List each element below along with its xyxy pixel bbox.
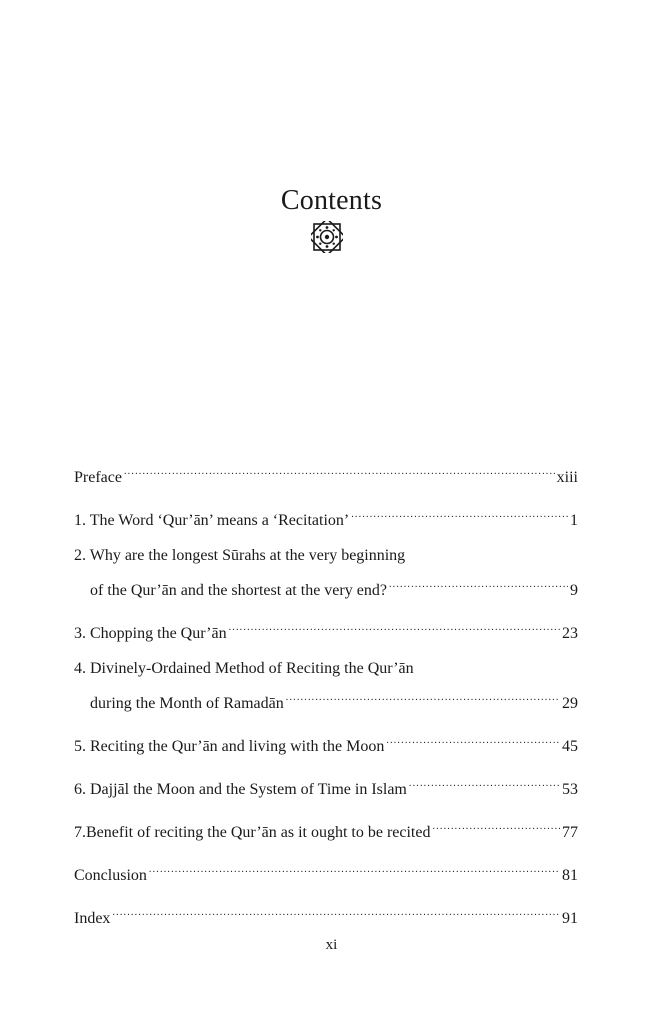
toc-line	[74, 813, 578, 845]
page-number: xi	[325, 937, 338, 953]
toc-entry-title: 2. Why are the longest Sūrahs at the very beginning	[74, 547, 406, 564]
toc-entry-page: 29	[562, 695, 578, 712]
toc-entry	[74, 770, 578, 802]
toc-line	[74, 614, 578, 646]
toc-entry-page: 45	[562, 738, 578, 755]
toc-line	[74, 501, 578, 533]
toc-entry-page: 1	[570, 512, 578, 529]
toc-entry-title: 5. Reciting the Qur’ān and living with the Moon	[74, 738, 385, 755]
toc-entry-title: of the Qur’ān and the shortest at the very end?	[90, 582, 387, 599]
dot-leader	[432, 813, 560, 837]
dot-leader	[124, 458, 555, 482]
toc-entry	[74, 727, 578, 759]
toc-entry-page: 77	[562, 824, 578, 841]
dot-leader	[112, 899, 560, 923]
toc-entry	[74, 856, 578, 888]
dot-leader	[229, 614, 560, 638]
toc-entry	[74, 458, 578, 490]
page-title: Contents	[280, 185, 383, 216]
toc-entry-page: 81	[562, 867, 578, 884]
toc-line	[74, 727, 578, 759]
toc-entry	[74, 614, 578, 646]
table-of-contents	[74, 458, 578, 942]
toc-entry-title: 6. Dajjāl the Moon and the System of Time in Islam	[74, 781, 407, 798]
toc-entry-title: 4. Divinely-Ordained Method of Reciting the Qur’ān	[74, 660, 414, 677]
toc-line	[74, 571, 578, 603]
toc-entry-title: 1. The Word ‘Qur’ān’ means a ‘Recitation’	[74, 512, 350, 529]
toc-entry-title: Preface	[74, 469, 122, 486]
toc-line	[74, 458, 578, 490]
toc-entry-title: Index	[74, 910, 111, 927]
toc-line	[74, 657, 578, 681]
toc-entry-title: 3. Chopping the Qur’ān	[74, 625, 227, 642]
toc-entry-page: 23	[562, 625, 578, 642]
dot-leader	[386, 727, 560, 751]
dot-leader	[389, 571, 568, 595]
toc-line	[74, 856, 578, 888]
toc-entry	[74, 544, 578, 603]
toc-entry	[74, 899, 578, 931]
toc-line	[74, 684, 578, 716]
toc-entry-page: xiii	[556, 469, 578, 486]
toc-entry-title: Conclusion	[74, 867, 147, 884]
toc-line	[74, 899, 578, 931]
dot-leader	[149, 856, 560, 880]
toc-entry-page: 9	[570, 582, 578, 599]
rosette-ornament-icon	[311, 221, 343, 253]
dot-leader	[351, 501, 568, 525]
toc-entry-page: 53	[562, 781, 578, 798]
toc-entry-title: during the Month of Ramadān	[90, 695, 284, 712]
dot-leader	[286, 684, 560, 708]
toc-entry-page: 91	[562, 910, 578, 927]
toc-line	[74, 770, 578, 802]
toc-line	[74, 544, 578, 568]
toc-entry	[74, 813, 578, 845]
toc-entry-title: 7.Benefit of reciting the Qur’ān as it ought to be recited	[74, 824, 431, 841]
toc-entry	[74, 657, 578, 716]
dot-leader	[409, 770, 560, 794]
toc-entry	[74, 501, 578, 533]
